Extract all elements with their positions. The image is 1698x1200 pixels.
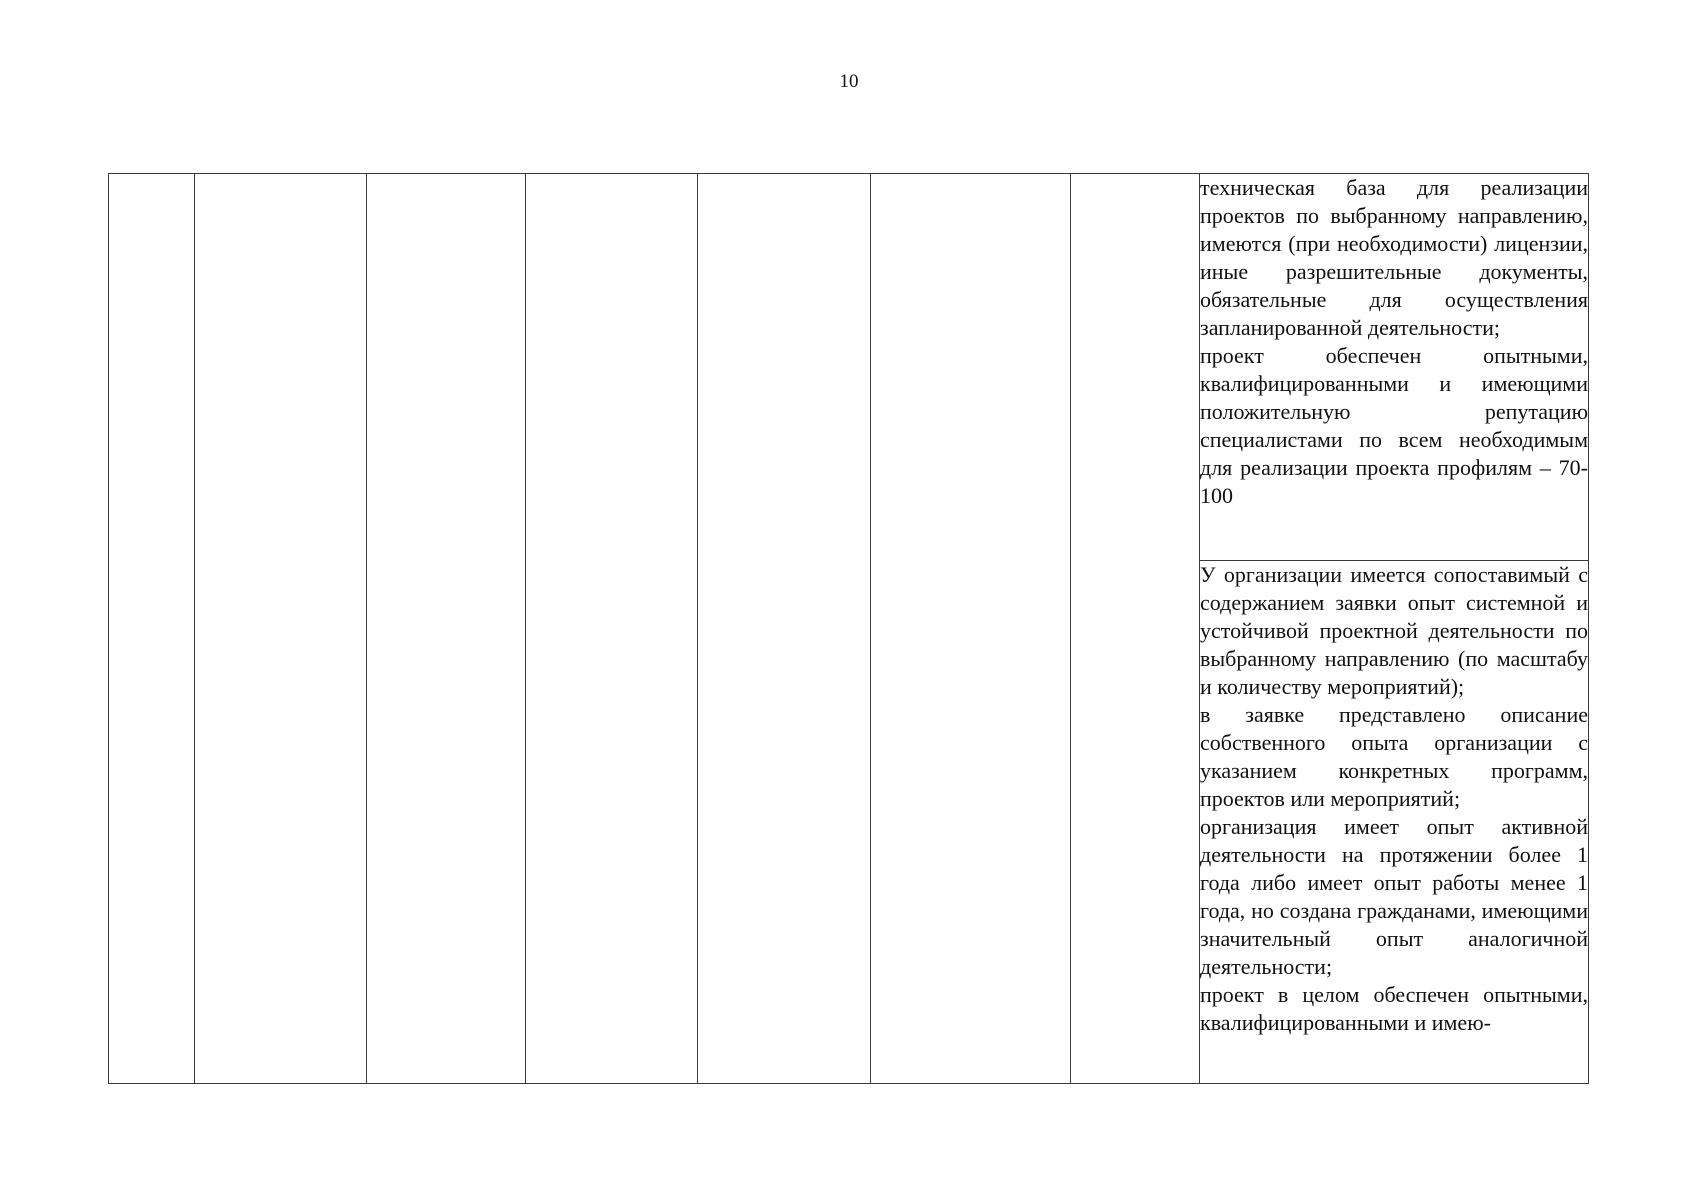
- criteria-paragraph: У организации имеется сопоставимый с содержанием заявки опыт системной и устойчивой проектной деятельности по выбранному направлению (по масштабу и количеству мероприятий);: [1200, 562, 1588, 699]
- table-row: [109, 174, 1589, 561]
- criteria-table: [108, 173, 1589, 1084]
- criteria-paragraph: проект обеспечен опытными, квалифицированными и имеющими положительную репутацию специалистами по всем необходимым для реализации проекта профилям – 70-100: [1200, 343, 1588, 508]
- criteria-paragraph: организация имеет опыт активной деятельности на протяжении более 1 года либо имеет опыт работы менее 1 года, но создана гражданами, имеющими значительный опыт аналогичной деятельности;: [1200, 814, 1588, 979]
- empty-cell-col-2: [195, 174, 367, 1084]
- page-number: 10: [839, 71, 859, 92]
- empty-cell-col-4: [526, 174, 698, 1084]
- criteria-paragraph: в заявке представлено описание собственного опыта организации с указанием конкретных программ, проектов или мероприятий;: [1200, 702, 1588, 811]
- criteria-cell-upper: [1200, 174, 1589, 561]
- empty-cell-col-7: [1071, 174, 1200, 1084]
- empty-cell-col-1: [109, 174, 195, 1084]
- criteria-cell-lower: [1200, 561, 1589, 1084]
- criteria-paragraph: техническая база для реализации проектов по выбранному направлению, имеются (при необходимости) лицензии, иные разрешительные документы, обязательные для осуществления запланированной деятельности;: [1200, 175, 1588, 340]
- empty-cell-col-3: [367, 174, 526, 1084]
- empty-cell-col-5: [698, 174, 871, 1084]
- criteria-paragraph: проект в целом обеспечен опытными, квалифицированными и имею-: [1200, 982, 1588, 1035]
- empty-cell-col-6: [871, 174, 1071, 1084]
